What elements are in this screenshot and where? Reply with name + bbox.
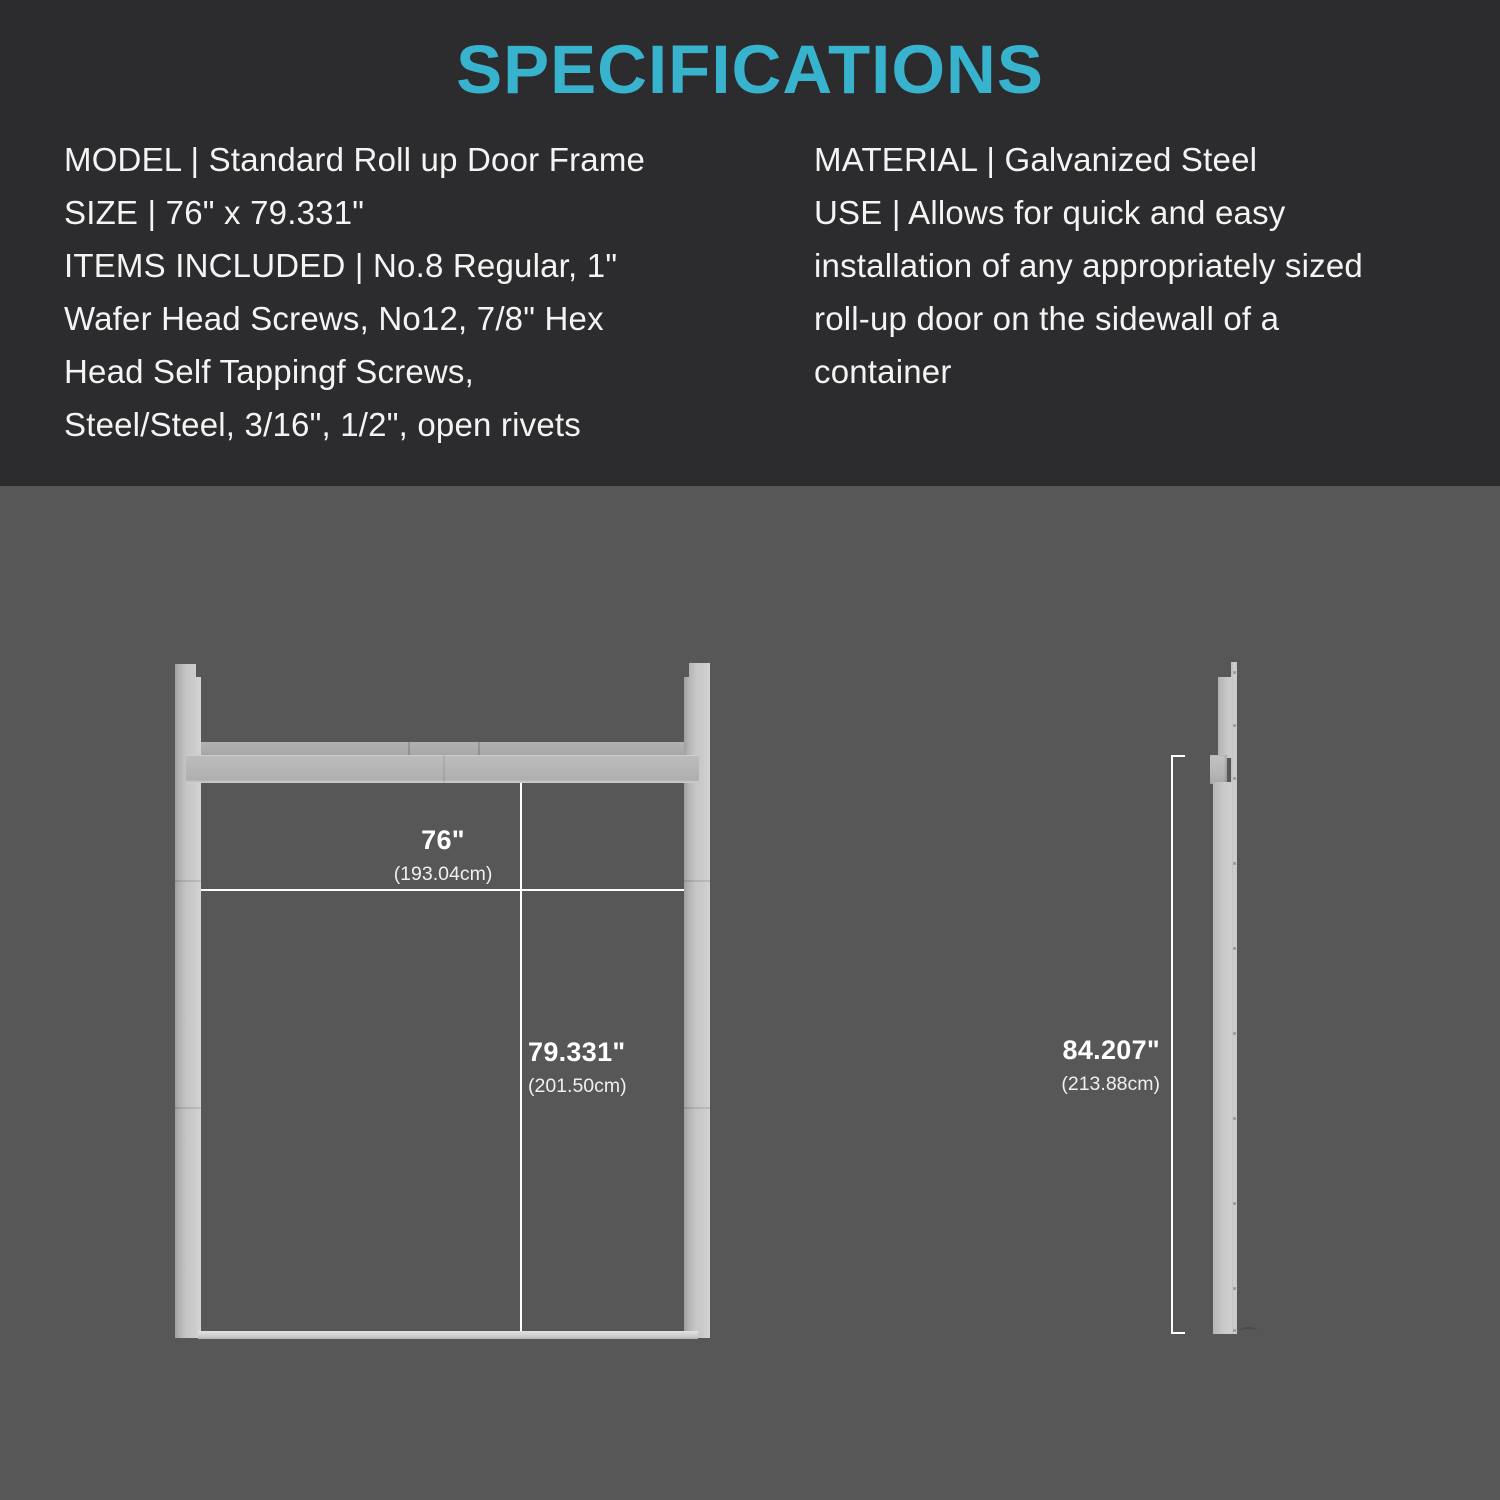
front-strip-joint bbox=[408, 742, 410, 756]
spec-line-items-2: Wafer Head Screws, No12, 7/8" Hex bbox=[64, 300, 604, 337]
side-height-label bbox=[960, 1035, 1160, 1095]
front-header-beam bbox=[186, 755, 699, 783]
front-height-metric: (201.50cm) bbox=[528, 1075, 627, 1097]
rivet-dot bbox=[1233, 947, 1236, 950]
page-title: SPECIFICATIONS bbox=[456, 31, 1044, 108]
side-foot-shadow bbox=[1240, 1327, 1257, 1334]
side-post-profile bbox=[1213, 782, 1232, 1334]
front-left-post-notch bbox=[196, 664, 201, 677]
spec-column-right bbox=[814, 133, 1363, 398]
front-right-post-joint bbox=[684, 1107, 710, 1109]
front-bottom-sill bbox=[198, 1331, 698, 1339]
rivet-dot bbox=[1233, 862, 1236, 865]
spec-line-size: SIZE | 76" x 79.331" bbox=[64, 194, 365, 231]
spec-line-items-3: Head Self Tappingf Screws, bbox=[64, 353, 474, 390]
front-height-value: 79.331" bbox=[528, 1037, 626, 1067]
rivet-dot bbox=[1233, 1287, 1236, 1290]
spec-line-use-4: container bbox=[814, 353, 952, 390]
front-right-post-notch bbox=[684, 663, 689, 677]
front-width-value: 76" bbox=[421, 825, 465, 855]
rivet-dot bbox=[1233, 671, 1236, 674]
spec-line-material: MATERIAL | Galvanized Steel bbox=[814, 141, 1258, 178]
spec-line-items-4: Steel/Steel, 3/16", 1/2", open rivets bbox=[64, 406, 581, 443]
width-dimension-line bbox=[201, 889, 684, 891]
specifications-header bbox=[0, 0, 1500, 486]
side-height-dimension-line bbox=[1171, 756, 1173, 1334]
spec-line-use-3: roll-up door on the sidewall of a bbox=[814, 300, 1280, 337]
spec-line-items-1: ITEMS INCLUDED | No.8 Regular, 1" bbox=[64, 247, 618, 284]
rivet-dot bbox=[1233, 1117, 1236, 1120]
spec-column-left bbox=[64, 133, 645, 451]
front-right-post-joint bbox=[684, 880, 710, 882]
spec-line-use-1: USE | Allows for quick and easy bbox=[814, 194, 1286, 231]
side-dimension-tick-bottom bbox=[1171, 1332, 1185, 1334]
side-dimension-tick-top bbox=[1171, 755, 1185, 757]
front-width-metric: (193.04cm) bbox=[393, 863, 493, 885]
front-height-label bbox=[528, 1037, 748, 1097]
front-left-post-joint bbox=[175, 880, 201, 882]
front-header-back-strip bbox=[201, 742, 684, 756]
rivet-dot bbox=[1233, 1032, 1236, 1035]
rivet-dot bbox=[1233, 1202, 1236, 1205]
front-beam-joint bbox=[443, 755, 445, 783]
rivet-dot bbox=[1233, 777, 1236, 780]
side-height-value: 84.207" bbox=[1062, 1035, 1160, 1065]
spec-line-model: MODEL | Standard Roll up Door Frame bbox=[64, 141, 646, 178]
front-left-post-joint bbox=[175, 1107, 201, 1109]
front-strip-joint bbox=[478, 742, 480, 756]
side-header-block bbox=[1218, 677, 1232, 758]
spec-line-use-2: installation of any appropriately sized bbox=[814, 247, 1363, 284]
diagram-area bbox=[0, 486, 1500, 1500]
front-width-label bbox=[343, 825, 543, 885]
rivet-dot bbox=[1233, 724, 1236, 727]
side-height-metric: (213.88cm) bbox=[1061, 1073, 1160, 1095]
side-mount-bracket bbox=[1210, 755, 1227, 784]
rivet-dot bbox=[1233, 1329, 1236, 1332]
